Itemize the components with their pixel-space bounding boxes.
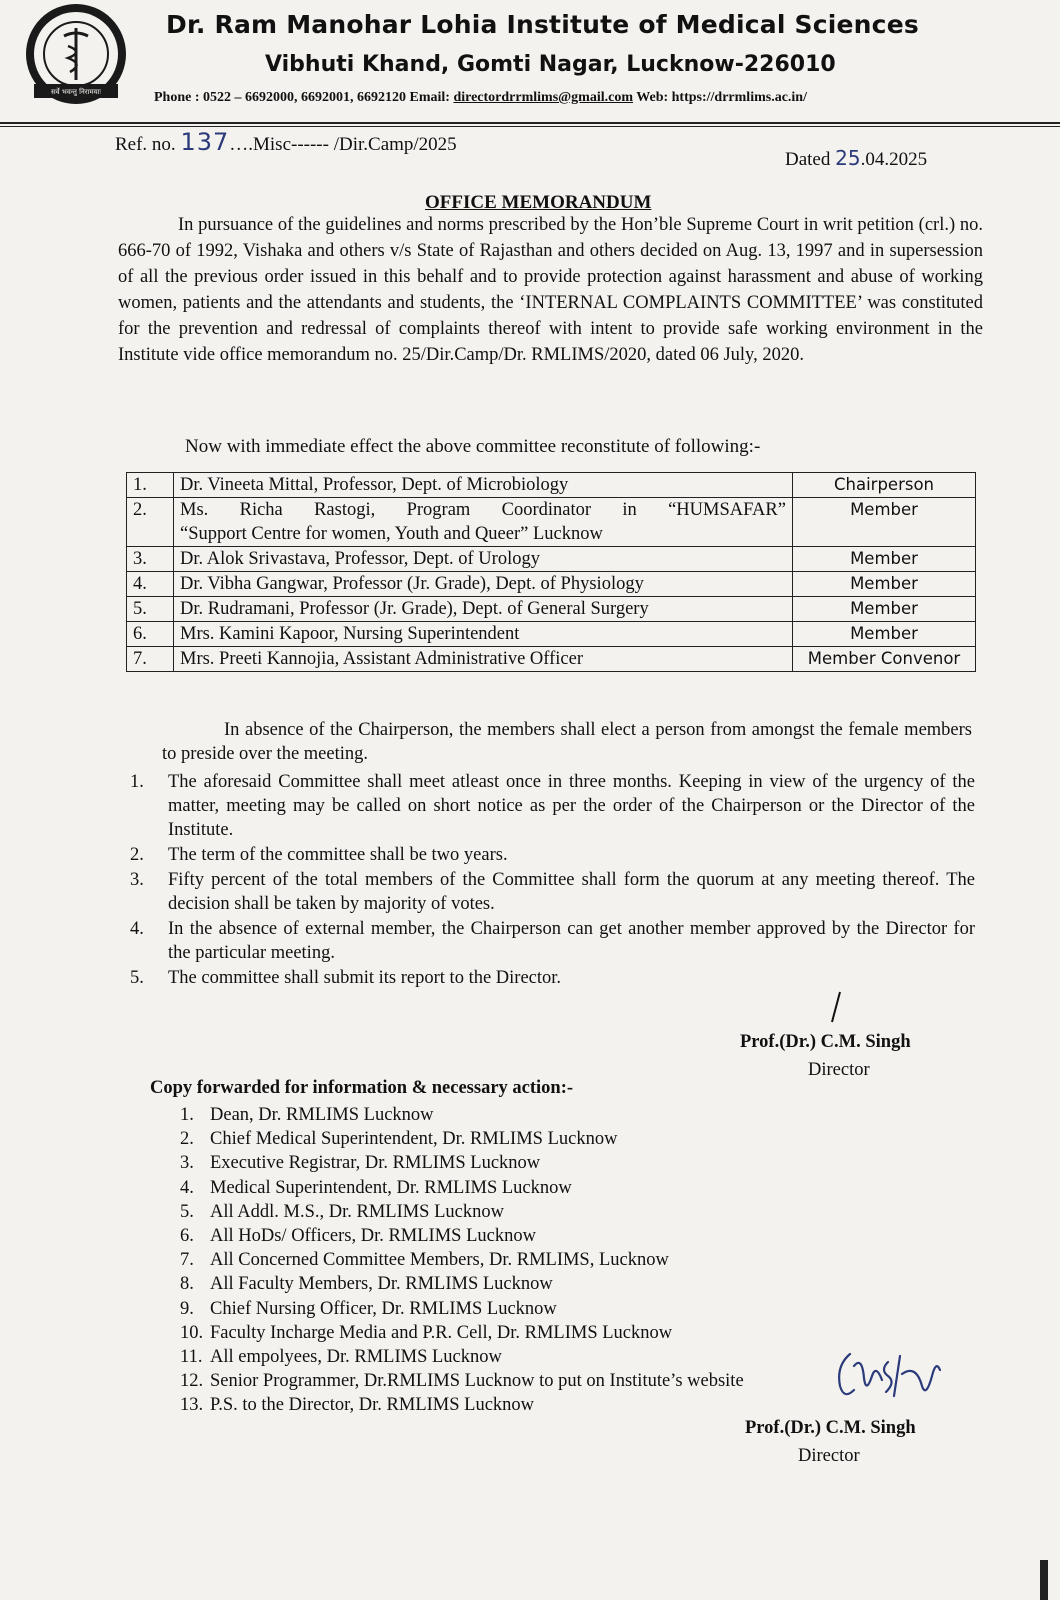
list-item: 13. P.S. to the Director, Dr. RMLIMS Lucknow	[180, 1395, 535, 1416]
member-name: Dr. Rudramani, Professor (Jr. Grade), Dept. of General Surgery	[174, 597, 793, 622]
reference-number	[115, 128, 457, 156]
list-item: 4. Medical Superintendent, Dr. RMLIMS Lucknow	[180, 1177, 572, 1198]
handwritten-signature-icon	[832, 1346, 944, 1408]
email-link[interactable]: directordrrmlims@gmail.com	[453, 90, 633, 105]
intro-paragraph: In pursuance of the guidelines and norms prescribed by the Hon’ble Supreme Court in writ petition (crl.) no. 666-70 of 1992, Vishaka and others v/s State of Rajasthan and others decided on Aug. 13, 1997 and in supersession of all the previous order issued in this behalf and to provide protection against harassment and abuse of working women, patients and the attendants and students, the ‘INTERNAL COMPLAINTS COMMITTEE’ was constituted for the prevention and redressal of complaints thereof with intent to provide safe working environment in the Institute vide office memorandum no. 25/Dir.Camp/Dr. RMLIMS/2020, dated 06 July, 2020.	[118, 215, 983, 365]
table-row	[127, 473, 976, 498]
member-name: Mrs. Kamini Kapoor, Nursing Superintendent	[174, 622, 793, 647]
member-name: Dr. Alok Srivastava, Professor, Dept. of Urology	[174, 547, 793, 572]
ref-label: Ref. no.	[115, 134, 176, 155]
member-name: Ms. Richa Rastogi, Program Coordinator in “HUMSAFAR” “Support Centre for women, Youth and Queer” Lucknow	[174, 498, 793, 547]
email-label: Email:	[409, 90, 450, 105]
row-number: 1.	[127, 473, 174, 498]
list-item: 1. Dean, Dr. RMLIMS Lucknow	[180, 1105, 434, 1125]
memo-title: OFFICE MEMORANDUM	[425, 192, 652, 213]
table-row	[127, 597, 976, 622]
date-label: Dated	[785, 149, 831, 170]
ref-suffix: ….Misc------ /Dir.Camp/2025	[229, 134, 457, 155]
list-item: 11. All empolyees, Dr. RMLIMS Lucknow	[180, 1347, 502, 1368]
row-number: 5.	[127, 597, 174, 622]
phone-text: Phone : 0522 – 6692000, 6692001, 6692120	[154, 90, 406, 105]
contact-line	[154, 90, 807, 106]
header-divider-thin	[0, 126, 1060, 127]
list-item: 2. Chief Medical Superintendent, Dr. RMLIMS Lucknow	[180, 1129, 618, 1150]
web-link[interactable]: Web: https://drrmlims.ac.in/	[636, 90, 807, 105]
signatory-name: Prof.(Dr.) C.M. Singh	[740, 1032, 911, 1052]
member-role: Member	[793, 597, 976, 622]
date-month-year: .04.2025	[860, 149, 928, 170]
member-role: Member Convenor	[793, 647, 976, 672]
date-line	[785, 146, 927, 171]
member-name: Mrs. Preeti Kannojia, Assistant Administrative Officer	[174, 647, 793, 672]
list-item: 12. Senior Programmer, Dr.RMLIMS Lucknow to put on Institute’s website	[180, 1371, 744, 1392]
ref-handwritten-number: 137	[180, 128, 230, 156]
table-row	[127, 498, 976, 547]
absence-paragraph: In absence of the Chairperson, the members shall elect a person from amongst the female members to preside over the meeting.	[162, 720, 972, 764]
header-divider	[0, 122, 1060, 124]
signature-stroke-icon	[826, 990, 846, 1024]
table-row	[127, 647, 976, 672]
signatory-name: Prof.(Dr.) C.M. Singh	[745, 1418, 916, 1438]
member-role: Member	[793, 498, 976, 547]
page-edge-mark	[1040, 1560, 1048, 1600]
rules-list	[130, 770, 975, 991]
copy-forwarded-heading: Copy forwarded for information & necessary action:-	[150, 1078, 574, 1098]
list-item: 3. Fifty percent of the total members of the Committee shall form the quorum at any meeting thereof. The decision shall be taken by majority of votes.	[130, 870, 975, 914]
signatory-role: Director	[798, 1446, 860, 1466]
copy-forwarded-list	[180, 1103, 744, 1418]
list-item: 7. All Concerned Committee Members, Dr. RMLIMS, Lucknow	[180, 1250, 669, 1271]
institute-name: Dr. Ram Manohar Lohia Institute of Medical Sciences	[166, 10, 919, 39]
list-item: 10. Faculty Incharge Media and P.R. Cell, Dr. RMLIMS Lucknow	[180, 1322, 673, 1343]
list-item: 4. In the absence of external member, the Chairperson can get another member approved by the Director for the particular meeting.	[130, 919, 975, 963]
list-item: 5. All Addl. M.S., Dr. RMLIMS Lucknow	[180, 1201, 504, 1222]
list-item: 6. All HoDs/ Officers, Dr. RMLIMS Lucknow	[180, 1226, 536, 1247]
row-number: 6.	[127, 622, 174, 647]
list-item: 5. The committee shall submit its report to the Director.	[130, 968, 562, 988]
row-number: 7.	[127, 647, 174, 672]
institute-logo-icon	[20, 2, 132, 110]
table-row	[127, 547, 976, 572]
list-item: 3. Executive Registrar, Dr. RMLIMS Lucknow	[180, 1153, 541, 1174]
list-item: 9. Chief Nursing Officer, Dr. RMLIMS Lucknow	[180, 1298, 557, 1319]
member-name: Dr. Vineeta Mittal, Professor, Dept. of Microbiology	[174, 473, 793, 498]
row-number: 3.	[127, 547, 174, 572]
member-name: Dr. Vibha Gangwar, Professor (Jr. Grade), Dept. of Physiology	[174, 572, 793, 597]
list-item: 1. The aforesaid Committee shall meet atleast once in three months. Keeping in view of the urgency of the matter, meeting may be called on short notice as per the order of the Chairperson or the Director of the Institute.	[130, 772, 975, 840]
committee-table	[126, 472, 976, 672]
svg-text:सर्वे भवन्तु निरामयाः: सर्वे भवन्तु निरामयाः	[51, 88, 101, 96]
member-role: Member	[793, 547, 976, 572]
list-item: 8. All Faculty Members, Dr. RMLIMS Lucknow	[180, 1274, 553, 1295]
row-number: 2.	[127, 498, 174, 547]
signatory-role: Director	[808, 1060, 870, 1080]
member-role: Member	[793, 572, 976, 597]
list-item: 2. The term of the committee shall be two years.	[130, 845, 508, 865]
table-row	[127, 622, 976, 647]
date-handwritten-day: 25	[835, 146, 861, 170]
row-number: 4.	[127, 572, 174, 597]
reconstitution-statement: Now with immediate effect the above committee reconstitute of following:-	[185, 436, 761, 457]
institute-address: Vibhuti Khand, Gomti Nagar, Lucknow-226010	[265, 52, 836, 77]
table-row	[127, 572, 976, 597]
member-role: Member	[793, 622, 976, 647]
member-role: Chairperson	[793, 473, 976, 498]
